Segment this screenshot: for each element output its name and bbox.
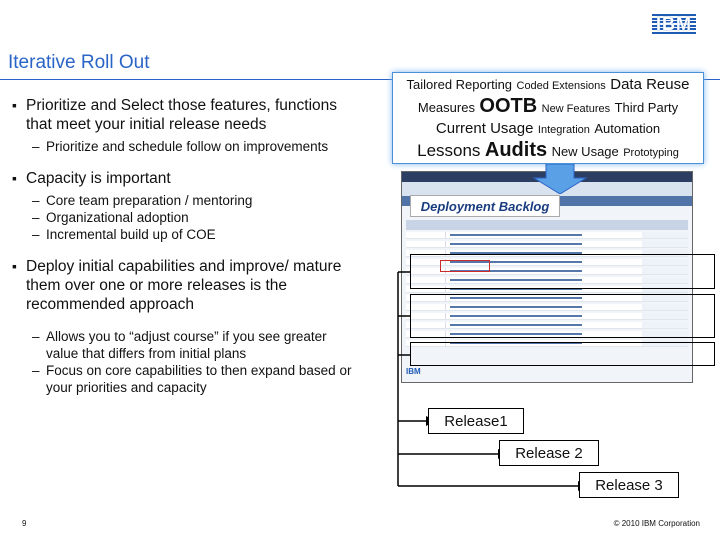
slide-title: Iterative Roll Out — [8, 52, 150, 73]
cloud-word-automation: Automation — [594, 121, 661, 136]
sub-bullet-coe: – Incremental build up of COE — [12, 226, 352, 243]
cloud-word-prototyping: Prototyping — [623, 147, 679, 159]
cloud-word-new-usage: New Usage — [551, 144, 619, 159]
cloud-word-current-usage: Current Usage — [435, 120, 534, 137]
down-arrow-icon — [530, 164, 590, 194]
cloud-word-tailored-reporting: Tailored Reporting — [406, 77, 513, 92]
sub-bullet-adjust-course: – Allows you to “adjust course” if you see greater value that differs from initial plans — [12, 328, 352, 362]
cloud-word-third-party: Third Party — [614, 100, 679, 115]
release3-group-box — [410, 342, 715, 366]
cloud-word-integration: Integration — [537, 124, 590, 136]
feature-word-cloud — [392, 72, 704, 164]
sub-bullet-core-team: – Core team preparation / mentoring — [12, 192, 352, 209]
cloud-word-coded-extensions: Coded Extensions — [516, 80, 606, 92]
sub-bullet-adoption: – Organizational adoption — [12, 209, 352, 226]
copyright: © 2010 IBM Corporation — [613, 519, 700, 528]
deployment-backlog-label: Deployment Backlog — [410, 195, 560, 217]
release1-box: Release1 — [428, 408, 524, 434]
cloud-word-new-features: New Features — [541, 103, 611, 115]
cloud-word-data-reuse: Data Reuse — [610, 76, 690, 93]
page-number: 9 — [22, 519, 27, 528]
cloud-word-lessons: Lessons — [417, 141, 481, 160]
bullet-deploy: ▪ Deploy initial capabilities and improve/ mature them over one or more releases is the recommended approach — [12, 257, 352, 314]
sub-bullet-schedule: – Prioritize and schedule follow on improvements — [12, 138, 352, 155]
cloud-word-audits: Audits — [484, 139, 548, 161]
bullet-prioritize: ▪ Prioritize and Select those features, functions that meet your initial release needs — [12, 96, 352, 134]
release2-box: Release 2 — [499, 440, 599, 466]
cloud-word-measures: Measures — [417, 100, 475, 115]
sub-bullet-core-capabilities: – Focus on core capabilities to then expand based or your priorities and capacity — [12, 362, 352, 396]
release2-group-box — [410, 294, 715, 338]
release3-box: Release 3 — [579, 472, 679, 498]
ibm-logo — [652, 14, 696, 34]
highlight-box — [440, 260, 490, 272]
screenshot-ibm-mark: IBM — [406, 367, 421, 376]
ibm-logo-text: IBM — [656, 13, 692, 34]
bullet-list — [12, 96, 352, 396]
bullet-capacity: ▪ Capacity is important — [12, 169, 352, 188]
cloud-word-ootb: OOTB — [479, 95, 538, 117]
